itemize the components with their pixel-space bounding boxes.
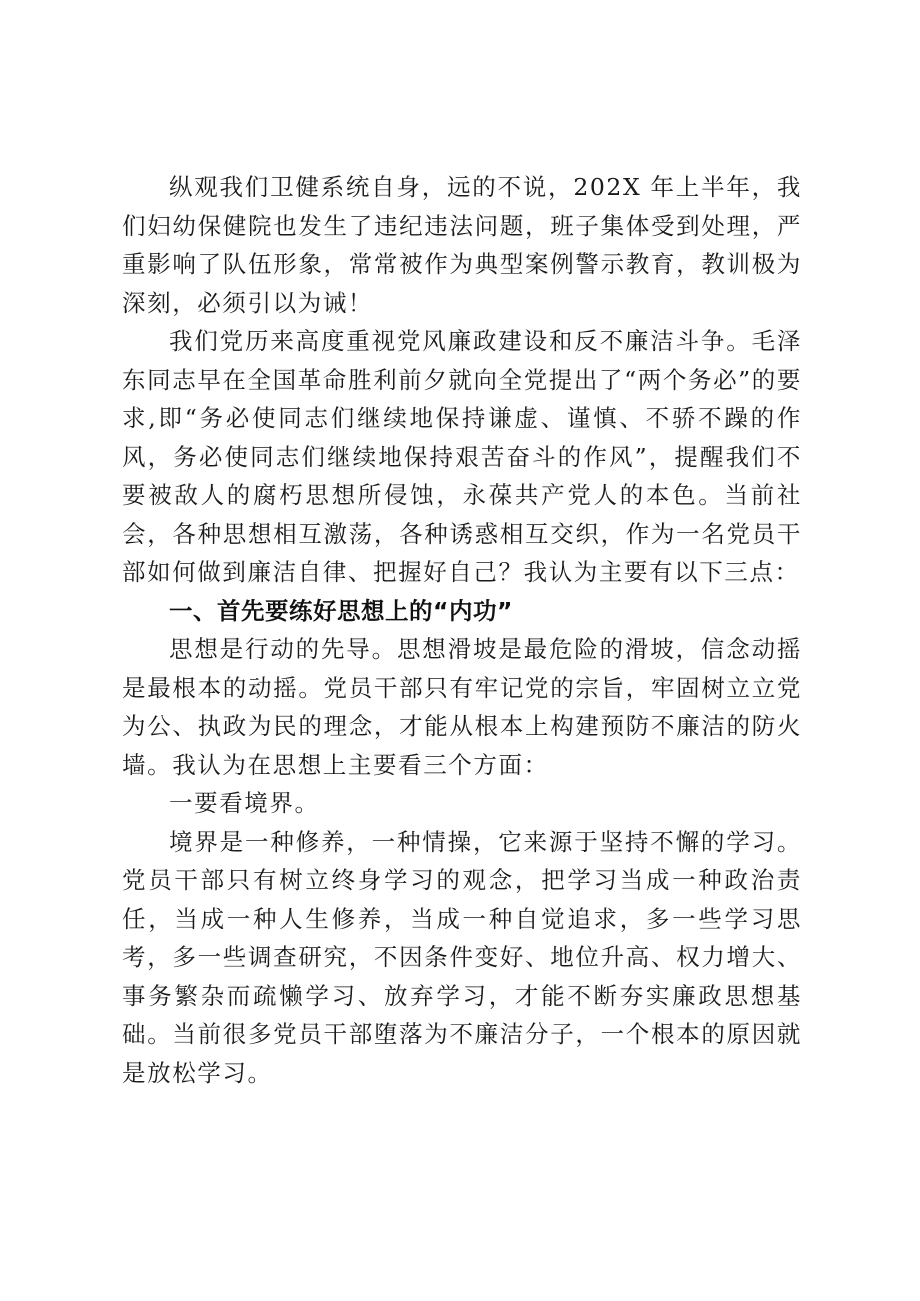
paragraph-realm-subheading: 一要看境界。 xyxy=(169,789,320,817)
section-heading-1: 一、首先要练好思想上的“内功” xyxy=(169,596,513,625)
paragraph-party-integrity: 我们党历来高度重视党风廉政建设和反不廉洁斗争。毛泽东同志早在全国革命胜利前夕就向全党提出了“两个务必”的要求,即“务必使同志们继续地保持谦虚、谨慎、不骄不躁的作风，务必使同志们继续地保持艰苦奋斗的作风”，提醒我们不要被敌人的腐朽思想所侵蚀，永葆共产党人的本色。当前社会，各种思想相互激荡，各种诱惑相互交织，作为一名党员干部如何做到廉洁自律、把握好自己？我认为主要有以下三点： xyxy=(122,327,802,586)
paragraph-thought-guidance: 思想是行动的先导。思想滑坡是最危险的滑坡，信念动摇是最根本的动摇。党员干部只有牢记党的宗旨，牢固树立立党为公、执政为民的理念，才能从根本上构建预防不廉洁的防火墙。我认为在思想上主要看三个方面： xyxy=(122,635,802,779)
paragraph-realm-detail: 境界是一种修养，一种情操，它来源于坚持不懈的学习。党员干部只有树立终身学习的观念，把学习当成一种政治责任，当成一种人生修养，当成一种自觉追求，多一些学习思考，多一些调查研究，不因条件变好、地位升高、权力增大、事务繁杂而疏懒学习、放弃学习，才能不断夯实廉政思想基础。当前很多党员干部堕落为不廉洁分子，一个根本的原因就是放松学习。 xyxy=(122,827,802,1087)
document-body xyxy=(122,168,802,1092)
paragraph-health-system-warning: 纵观我们卫健系统自身，远的不说，202X 年上半年，我们妇幼保健院也发生了违纪违法问题，班子集体受到处理，严重影响了队伍形象，常常被作为典型案例警示教育，教训极为深刻，必须引以为诫！ xyxy=(122,173,802,317)
